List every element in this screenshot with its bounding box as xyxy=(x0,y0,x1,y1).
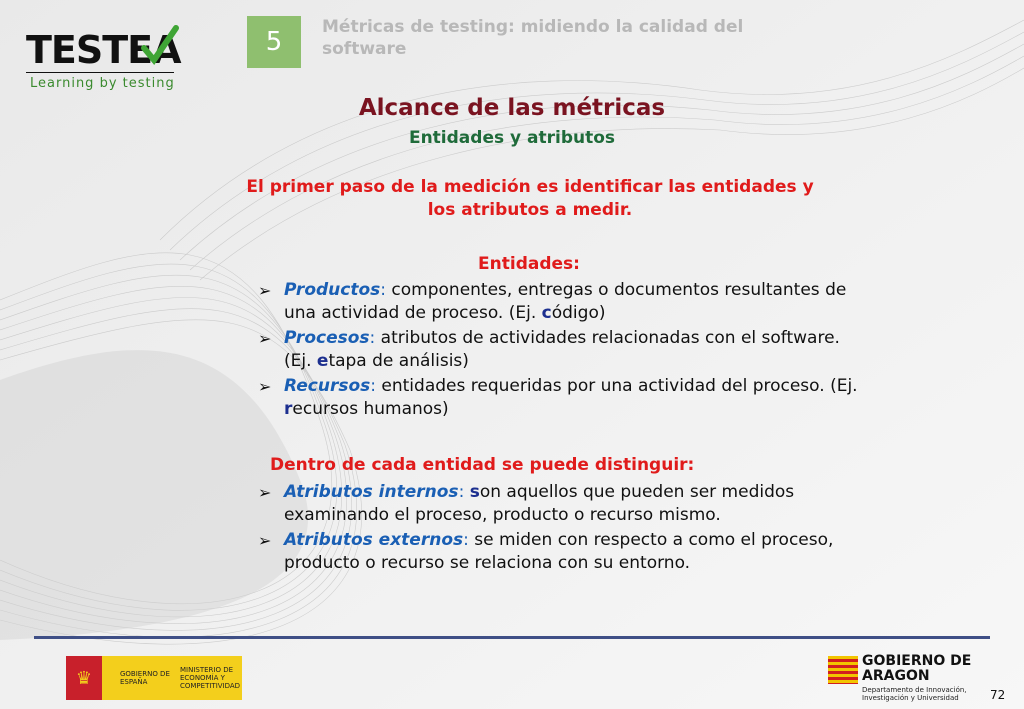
entity-highlight: r xyxy=(284,399,293,419)
gobierno-espana-logo xyxy=(66,656,242,700)
aragon-name: GOBIERNO DE ARAGON xyxy=(862,653,972,684)
entity-text-rest: ódigo) xyxy=(551,303,606,323)
gobierno-aragon-logo xyxy=(828,654,978,706)
entity-text: atributos de actividades relacionadas con el software. (Ej. xyxy=(284,328,840,371)
logo-tagline: Learning by testing xyxy=(30,76,175,91)
entity-text-rest: tapa de análisis) xyxy=(328,351,469,371)
arrow-bullet-icon: ➢ xyxy=(258,531,272,550)
aragon-flag-icon xyxy=(828,656,858,684)
attribute-text: se miden con respecto a como el proceso, producto o recurso se relaciona con su entorno. xyxy=(284,530,834,573)
list-item: ➢ Atributos externos: se miden con respecto a como el proceso, producto o recurso se relaciona con su entorno. xyxy=(258,530,834,573)
attribute-term: Atributos externos xyxy=(284,530,464,550)
attribute-term: Atributos internos xyxy=(284,482,459,502)
slide-subtitle: Entidades y atributos xyxy=(408,128,616,148)
coat-of-arms-icon: ♛ xyxy=(66,656,102,700)
list-item: ➢ Atributos internos: son aquellos que pueden ser medidos examinando el proceso, producto o recurso mismo. xyxy=(258,482,795,525)
entities-list xyxy=(258,279,858,423)
slide-title: Alcance de las métricas xyxy=(358,95,666,121)
footer-divider xyxy=(34,636,990,639)
list-item: ➢ Recursos: entidades requeridas por una actividad del proceso. (Ej. recursos humanos) xyxy=(258,376,858,419)
arrow-bullet-icon: ➢ xyxy=(258,281,272,300)
spain-logo-line2: MINISTERIO DE ECONOMÍA Y COMPETITIVIDAD xyxy=(180,666,241,690)
logo-text: TESTEA xyxy=(26,28,181,72)
entity-term: Productos xyxy=(284,280,381,300)
arrow-bullet-icon: ➢ xyxy=(258,483,272,502)
intro-statement: El primer paso de la medición es identificar las entidades y los atributos a medir. xyxy=(246,177,814,220)
entity-text: entidades requeridas por una actividad del proceso. (Ej. xyxy=(376,376,858,396)
entity-term: Recursos xyxy=(284,376,371,396)
entity-term: Procesos xyxy=(284,328,370,348)
entity-text: componentes, entregas o documentos resultantes de una actividad de proceso. (Ej. xyxy=(284,280,847,323)
page-number: 72 xyxy=(990,688,1006,702)
attribute-highlight: s xyxy=(469,482,480,502)
list-item: ➢ Productos: componentes, entregas o documentos resultantes de una actividad de proceso. (Ej. código) xyxy=(258,280,847,323)
aragon-department: Departamento de Innovación, Investigación y Universidad xyxy=(862,686,967,702)
attribute-text-rest: on aquellos que pueden ser medidos examinando el proceso, producto o recurso mismo. xyxy=(284,482,795,525)
entities-heading: Entidades: xyxy=(478,254,580,274)
list-item: ➢ Procesos: atributos de actividades relacionadas con el software. (Ej. etapa de análisis) xyxy=(258,328,840,371)
spain-logo-line1: GOBIERNO DE ESPAÑA xyxy=(120,670,170,686)
arrow-bullet-icon: ➢ xyxy=(258,377,272,396)
arrow-bullet-icon: ➢ xyxy=(258,329,272,348)
attributes-list xyxy=(258,481,858,577)
attributes-heading: Dentro de cada entidad se puede distinguir: xyxy=(270,455,695,475)
entity-highlight: c xyxy=(541,303,552,323)
section-number-badge: 5 xyxy=(247,16,301,68)
logo-underline xyxy=(26,72,174,73)
module-title: Métricas de testing: midiendo la calidad del software xyxy=(322,17,744,59)
entity-text-rest: ecursos humanos) xyxy=(292,399,449,419)
checkmark-icon xyxy=(140,24,180,68)
entity-highlight: e xyxy=(316,351,329,371)
